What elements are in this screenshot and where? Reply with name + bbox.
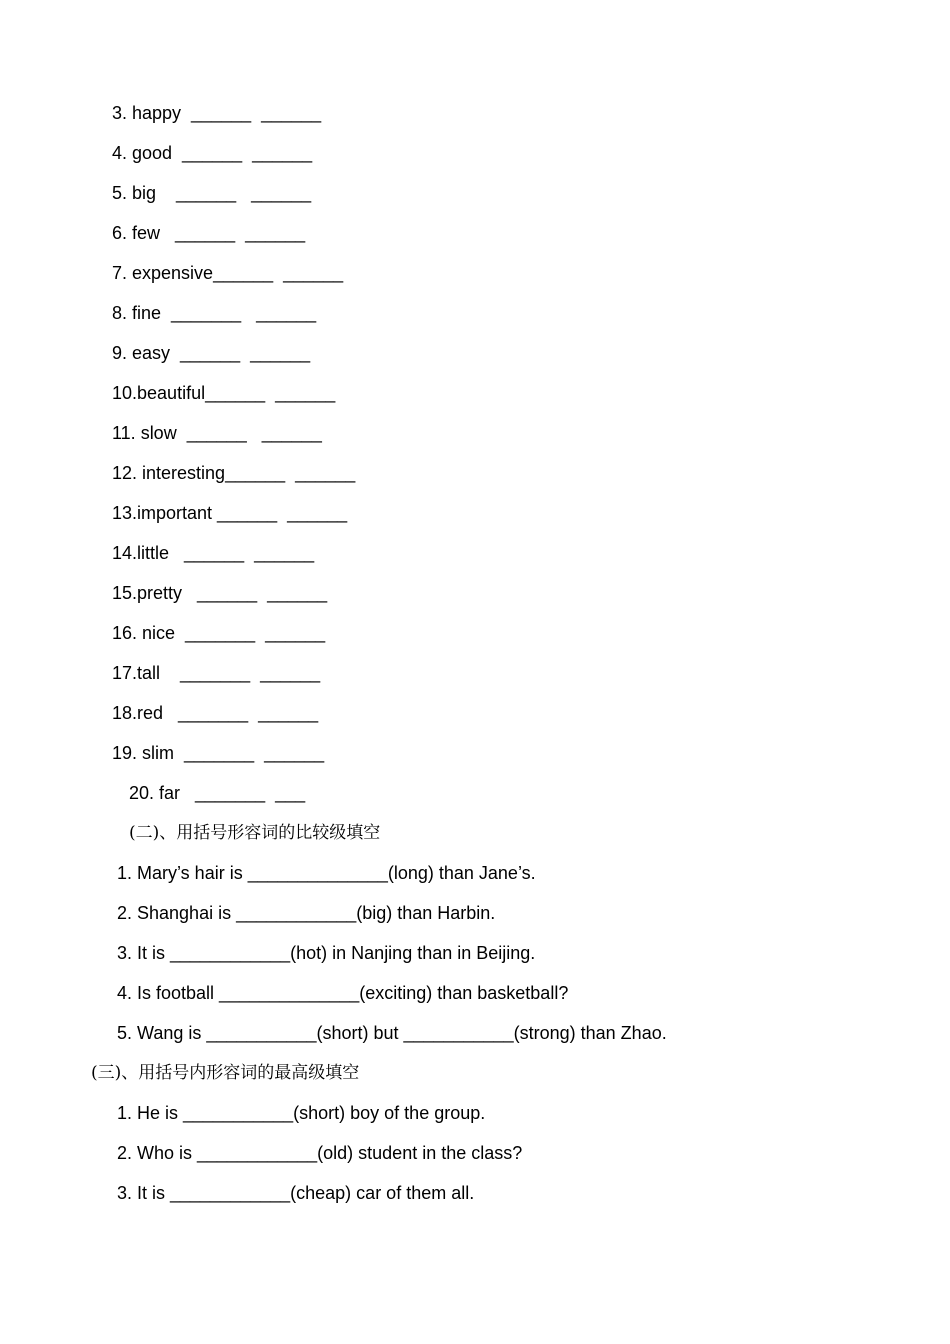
list-item: 5. big ______ ______ [112, 183, 312, 203]
section-heading: (三)、用括号内形容词的最高级填空 [91, 1063, 360, 1083]
list-item: 4. good ______ ______ [112, 143, 313, 163]
list-item: 1. Mary’s hair is ______________(long) than Jane’s. [117, 863, 536, 883]
list-item: 10.beautiful______ ______ [112, 383, 336, 403]
list-item: 2. Shanghai is ____________(big) than Harbin. [117, 903, 496, 923]
list-item: 12. interesting______ ______ [112, 463, 356, 483]
list-item: 15.pretty ______ ______ [112, 583, 328, 603]
section-heading: (二)、用括号形容词的比较级填空 [129, 823, 381, 843]
list-item: 2. Who is ____________(old) student in the class? [117, 1143, 523, 1163]
list-item: 20. far _______ ___ [129, 783, 306, 803]
list-item: 3. It is ____________(hot) in Nanjing than in Beijing. [117, 943, 536, 963]
list-item: 8. fine _______ ______ [112, 303, 317, 323]
list-item: 3. happy ______ ______ [112, 103, 322, 123]
list-item: 1. He is ___________(short) boy of the group. [117, 1103, 486, 1123]
list-item: 7. expensive______ ______ [112, 263, 344, 283]
list-item: 14.little ______ ______ [112, 543, 315, 563]
list-item: 5. Wang is ___________(short) but ___________(strong) than Zhao. [117, 1023, 667, 1043]
list-item: 18.red _______ ______ [112, 703, 319, 723]
list-item: 4. Is football ______________(exciting) than basketball? [117, 983, 569, 1003]
list-item: 13.important ______ ______ [112, 503, 348, 523]
list-item: 11. slow ______ ______ [112, 423, 322, 443]
list-item: 6. few ______ ______ [112, 223, 306, 243]
list-item: 16. nice _______ ______ [112, 623, 326, 643]
list-item: 9. easy ______ ______ [112, 343, 311, 363]
list-item: 17.tall _______ ______ [112, 663, 321, 683]
list-item: 19. slim _______ ______ [112, 743, 325, 763]
list-item: 3. It is ____________(cheap) car of them all. [117, 1183, 475, 1203]
